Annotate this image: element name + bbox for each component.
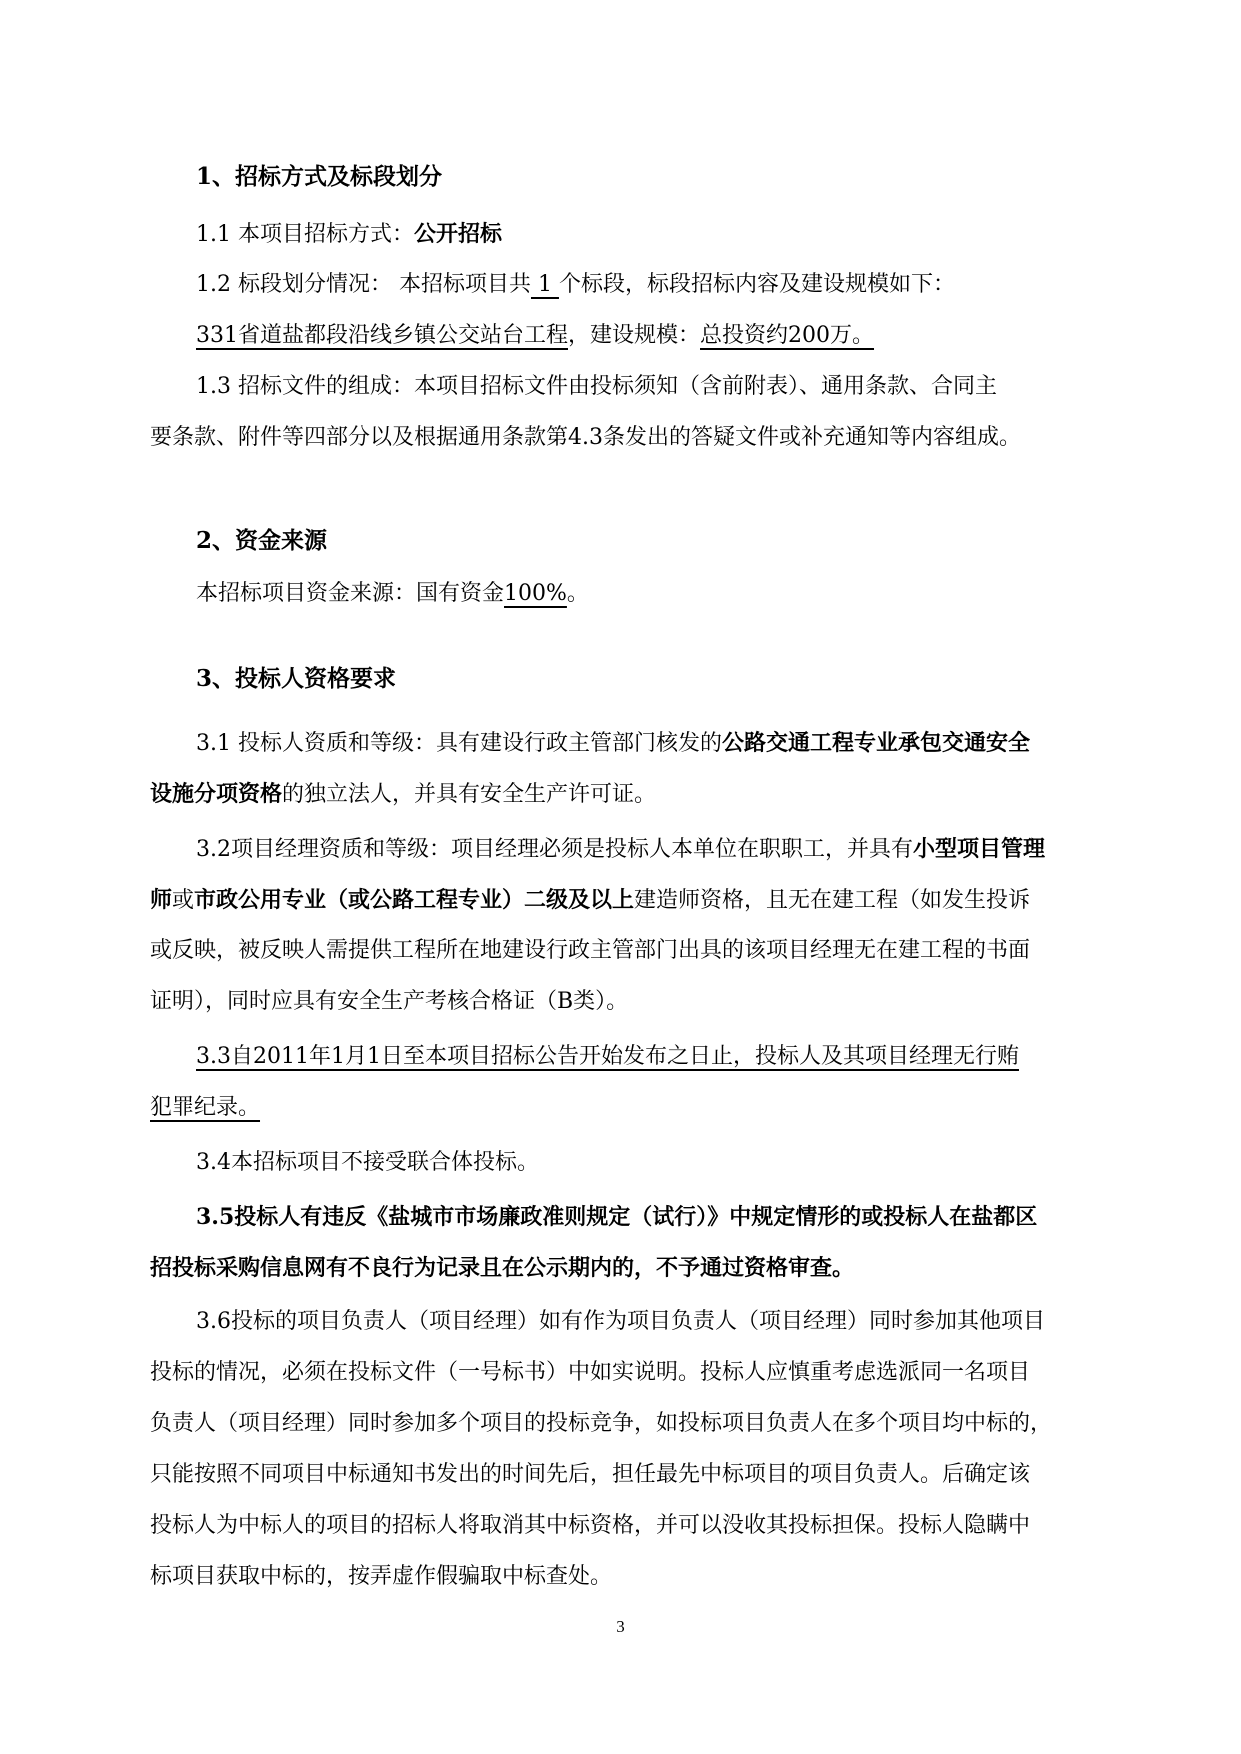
clause-3-1-bold-1: 公路交通工程专业承包交通安全	[721, 730, 1030, 756]
clause-3-3-line-1	[196, 1042, 1019, 1072]
clause-3-2-bold-1: 小型项目管理	[913, 836, 1046, 862]
clause-3-1-line-1	[196, 728, 1030, 759]
clause-3-5-line-1	[196, 1202, 1037, 1233]
clause-3-5-text-1: 3.5投标人有违反《盐城市市场廉政准则规定（试行）》中规定情形的或投标人在盐都区	[196, 1204, 1038, 1230]
clause-1-1-method: 公开招标	[413, 221, 502, 247]
clause-3-2-bold-3: 市政公用专业（或公路工程专业）二级及以上	[194, 887, 635, 913]
clause-1-2-project-line	[196, 321, 874, 351]
funding-end: 。	[566, 581, 589, 606]
funding-text: 本招标项目资金来源：国有资金	[196, 581, 505, 606]
page-number: 3	[616, 1617, 625, 1636]
clause-1-2-text-b: 个标段，标段招标内容及建设规模如下：	[558, 272, 955, 297]
clause-1-1	[196, 219, 502, 250]
section-3-heading: 3、投标人资格要求	[196, 665, 397, 692]
clause-3-1-text-b: 的独立法人，并具有安全生产许可证。	[282, 782, 657, 807]
clause-3-6-line-5: 投标人为中标人的项目的招标人将取消其中标资格，并可以没收其投标担保。投标人隐瞒中	[150, 1513, 1031, 1538]
clause-3-6-line-6: 标项目获取中标的，按弄虚作假骗取中标查处。	[150, 1564, 613, 1589]
clause-3-2-line-1	[196, 834, 1045, 865]
clause-3-1-text-a: 3.1 投标人资质和等级：具有建设行政主管部门核发的	[196, 731, 722, 756]
clause-1-2-count: 1	[530, 272, 559, 297]
clause-3-2-text-b: 建造师资格，且无在建工程（如发生投诉	[634, 888, 1031, 913]
clause-3-1-bold-2: 设施分项资格	[150, 781, 283, 807]
clause-3-5-text-2: 招投标采购信息网有不良行为记录且在公示期内的，不予通过资格审查。	[150, 1255, 855, 1281]
clause-1-2	[196, 270, 955, 300]
clause-3-5-line-2	[150, 1253, 854, 1284]
clause-3-3-text-2: 犯罪纪录。	[150, 1095, 261, 1120]
project-scale-label: ，建设规模：	[568, 323, 701, 348]
clause-3-2-bold-2: 师	[150, 887, 173, 913]
clause-3-2-line-4: 证明），同时应具有安全生产考核合格证（B类）。	[150, 989, 629, 1014]
funding-line	[196, 579, 589, 609]
section-2-heading: 2、资金来源	[196, 527, 328, 554]
clause-3-2-or: 或	[172, 888, 195, 913]
clause-1-3-line-1: 1.3 招标文件的组成：本项目招标文件由投标须知（含前附表）、通用条款、合同主	[196, 374, 997, 399]
clause-3-4: 3.4本招标项目不接受联合体投标。	[196, 1150, 539, 1175]
project-name: 331省道盐都段沿线乡镇公交站台工程	[196, 323, 568, 348]
clause-3-2-line-2	[150, 885, 1030, 916]
funding-percent: 100%	[504, 581, 567, 606]
clause-3-2-text-a: 3.2项目经理资质和等级：项目经理必须是投标人本单位在职职工，并具有	[196, 837, 913, 862]
clause-3-6-line-3: 负责人（项目经理）同时参加多个项目的投标竞争，如投标项目负责人在多个项目均中标的，	[150, 1411, 1053, 1436]
clause-3-1-line-2	[150, 779, 656, 810]
clause-3-3-text-1: 3.3自2011年1月1日至本项目招标公告开始发布之日止，投标人及其项目经理无行贿	[196, 1044, 1019, 1069]
clause-3-3-line-2	[150, 1093, 260, 1123]
clause-3-6-line-2: 投标的情况，必须在投标文件（一号标书）中如实说明。投标人应慎重考虑选派同一名项目	[150, 1360, 1031, 1385]
clause-3-2-line-3: 或反映，被反映人需提供工程所在地建设行政主管部门出具的该项目经理无在建工程的书面	[150, 938, 1031, 963]
section-1-heading: 1、招标方式及标段划分	[196, 163, 443, 190]
clause-1-3-line-2: 要条款、附件等四部分以及根据通用条款第4.3条发出的答疑文件或补充通知等内容组成。	[150, 425, 1021, 450]
clause-3-6-line-1: 3.6投标的项目负责人（项目经理）如有作为项目负责人（项目经理）同时参加其他项目	[196, 1309, 1045, 1334]
clause-1-1-text: 1.1 本项目招标方式：	[196, 222, 414, 247]
project-scale: 总投资约200万。	[700, 323, 875, 348]
clause-3-6-line-4: 只能按照不同项目中标通知书发出的时间先后，担任最先中标项目的项目负责人。后确定该	[150, 1462, 1031, 1487]
clause-1-2-text-a: 1.2 标段划分情况： 本招标项目共	[196, 272, 531, 297]
